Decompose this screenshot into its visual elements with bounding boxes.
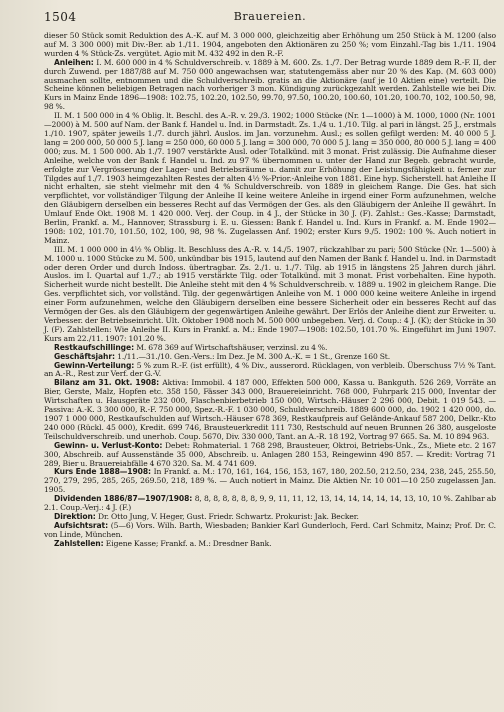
paragraph-text: Aktiva: Immobil. 4 187 000, Effekten 500 000, Kassa u. Bankguth. 526 269, Vorräte an Bier, Gerste, Malz, Hopfen etc. 358 150, Fässer 343 000, Brauereieinricht. 768 000, Fuhrpark 215 000, Inventar der Wirtschaften u. Hausgeräte 232 000, Flaschenbierbetrieb 150 000, Wirtsch.-Häuser 2 296 000, Debit. 1 019 543. — Passiva: A.-K. 3 300 000, R.-F. 750 000, Spez.-R.-F. 1 030 000, Schuldverschreib. 1889 600 000, do. 1902 1 420 000, do. 1907 1 000 000, Restkaufschulden auf Wirtsch.-Häuser 678 369, Restkaufpreis auf Gelände-Ankauf 587 200, Delkr.-Kto 240 000 (Rückl. 45 000), Kredit. 699 746, Brausteuerkredit 111 730, Restschuld auf neuen Brunnen 26 380, ausgeloste Teilschuldverschreib. und unerhob. Coup. 5670, Div. 330 000, Tant. an A.-R. 18 192, Vortrag 97 665. Sa. M. 10 894 963. xyxy=(44,378,496,441)
paragraph-label: Restkaufschillinge: xyxy=(54,342,134,352)
paragraph-text: III. M. 1 000 000 in 4½ % Oblig. lt. Beschluss des A.-R. v. 14./5. 1907, rückzahlbar zu pari; 500 Stücke (Nr. 1—500) à M. 1000 u. 1000 Stücke zu M. 500, unkündbar bis 1915, lautend auf den Namen der Bank f. Handel u. Ind. in Darmstadt oder deren Order und durch Indoss. übertragbar. Zs. 2./1. u. 1./7. Tilg. ab 1915 in längstens 25 Jahren durch jährl. Auslos. im I. Quartal auf 1./7.; ab 1915 verstärkte Tilg. oder Totalkünd. mit 3 monat. Frist vorbehalten. Eine hypoth. Sicherheit wurde nicht bestellt. Die Anleihe steht mit den 4 % Schuldverschreib. v. 1889 u. 1902 in gleichem Range. Die Ges. verpflichtet sich, vor vollständ. Tilg. der gegenwärtigen Anleihe von M. 1 000 000 keine weitere Anleihe in irgend einer Form aufzunehmen, welche den Gläubigern derselben eine bessere Sicherheit oder ein besseres Recht auf das Vermögen der Ges. als den Gläubigern der gegenwärtigen Anleihe gewährt. Der Erlös der Anleihe dient zur Erweiter. u. Verbesser. der Betriebseinricht. Ult. Oktober 1908 noch M. 500 000 unbegeben. Verj. d. Coup.: 4 J. (K); der Stücke in 30 J. (F). Zahlstellen: Wie Anleihe II. Kurs in Frankf. a. M.: Ende 1907—1908: 102.50, 101.70 %. Eingeführt im Juni 1907. Kurs am 22./11. 1907: 101.20 %. xyxy=(44,244,496,343)
paragraph-gewinn-verlust xyxy=(44,442,496,469)
paragraph-label: Direktion: xyxy=(54,511,96,521)
paragraph-text: II. M. 1 500 000 in 4 % Oblig. lt. Beschl. des A.-R. v. 29./3. 1902; 1000 Stücke (Nr. 1—1000) à M. 1000, 1000 (Nr. 1001—2000) à M. 500 auf Nam. der Bank f. Handel u. Ind. in Darmstadt. Zs. 1./4 u. 1./10. Tilg. al pari in längst. 25 J., erstmals 1./10. 1907, später jeweils 1./7. durch jährl. Auslos. im Jan. vorzunehm. Ausl.; es sollen gefilgt werden: M. 40 000 5 J. lang = 200 000, 50 000 5 J. lang = 250 000, 60 000 5 J. lang = 300 000, 70 000 5 J. lang = 350 000, 80 000 5 J. lang = 400 000; zus. M. 1 500 000. Ab 1./7. 1907 verstärkte Ausl. oder Totalkünd. mit 3 monat. Frist zulässig. Die Aufnahme dieser Anleihe, welche von der Bank f. Handel u. Ind. zu 97 % übernommen u. unter der Hand zur Begeb. gebracht wurde, erfolgte zur Vergrösserung der Lager- und Betriebsräume u. damit zur Erhöhung der Leistungsfähigkeit u. ferner zur Tilgdes auf 1./7. 1903 heimgezahlten Restes der alten 4½ %-Prior.-Anleihe von 1881. Eine hyp. Sicherstell. hat Anleihe II nicht erhalten, sie steht vielmehr mit den 4 % Schuldverschreib. von 1889 in gleichem Range. Die Ges. hat sich verpflichtet, vor vollständiger Tilgung der Anleihe II keine weitere Anleihe in irgend einer Form aufzunehmen, welche den Gläubigern derselben ein besseres Recht auf das Vermögen der Ges. als den Gläubigern der Anleihe II gewährt. In Umlauf Ende Okt. 1908 M. 1 420 000. Verj. der Coup. in 4 J., der Stücke in 30 J. (F). Zahlst.: Ges.-Kasse; Darmstadt, Berlin, Frankf. a. M., Hannover, Strassburg i. E. u. Giessen: Bank f. Handel u. Ind. Kurs in Frankf. a. M. Ende 1902—1908: 102, 101.70, 101.50, 102, 100, 98, 98 %. Zugelassen Anf. 1902; erster Kurs 9./5. 1902: 100 %. Auch notiert in Mainz. xyxy=(44,111,496,245)
paragraph-anleihe-ii xyxy=(44,112,496,246)
paragraph-label: Gewinn- u. Verlust-Konto: xyxy=(54,440,163,450)
paragraph-capital-reduction xyxy=(44,32,496,59)
paragraph-label: Zahlstellen: xyxy=(54,538,104,548)
body-text xyxy=(44,32,496,549)
paragraph-anleihen xyxy=(44,59,496,112)
paragraph-text: Dr. Otto Jung, V. Heger, Gust. Friedr. Schwartz. Prokurist: Jak. Becker. xyxy=(98,511,359,521)
page-header xyxy=(44,10,496,30)
paragraph-text: 8, 8, 8, 8, 8, 8, 8, 9, 9, 11, 11, 12, 13, 14, 14, 14, 14, 14, 13, 10, 10 %. Zahlbar ab 2.1. Coup.-Verj.: 4 J. (F.) xyxy=(44,494,496,513)
paragraph-label: Kurs Ende 1888—1908: xyxy=(54,467,151,477)
paragraph-text: (5—6) Vors. Wilh. Barth, Wiesbaden; Bankier Karl Gunderloch, Ferd. Carl Schmitz, Mainz; Prof. Dr. C. von Linde, München. xyxy=(44,520,496,539)
paragraph-label: Anleihen: xyxy=(54,57,94,67)
paragraph-text: dieser 50 Stück somit Reduktion des A.-K. auf M. 3 000 000, gleichzeitig aber Erhöhung um 250 Stück à M. 1200 (also auf M. 3 300 000) mit Div.-Ber. ab 1./11. 1904, angeboten den Aktionären zu 250 %; vom Einzahl.-Tag bis 1./11. 1904 wurden 4 % Stück-Zs. vergütet. Agio mit M. 432 492 in den R.-F. xyxy=(44,31,496,58)
paragraph-dividenden xyxy=(44,495,496,513)
paragraph-label: Gewinn-Verteilung: xyxy=(54,360,135,370)
paragraph-gewinn-verteilung xyxy=(44,362,496,380)
paragraph-text: I. M. 600 000 in 4 % Schuldverschreib. v. 1889 à M. 600. Zs. 1./7. Der Betrag wurde 1889 dem R.-F. II, der durch Zuwend. per 1887/88 auf M. 750 000 angewachsen war, statutengemäss aber nur 20 % des Kap. (M. 603 000) ausmachen sollte, entnommen und die Schuldverschreib. gratis an die Aktionäre (auf je 10 Aktien eine) verteilt. Die Scheine können beliebigen Betragen nach vorheriger 3 mon. Kündigung zurückgezahlt werden. Zahlstelle wie bei Div. Kurs in Mainz Ende 1896—1908: 102.75, 102.20, 102.50, 99.70, 97.50, 100.20, 100.60, 101.20, 100.70, 102, 100.50, 98, 98 %. xyxy=(44,57,496,112)
paragraph-text: Debet: Rohmaterial. 1 768 298, Brausteuer, Oktroi, Betriebs-Unk., Zs., Miete etc. 2 167 300, Abschreib. auf Aussenstände 35 000, Abschreib. u. Anlagen 280 153, Reingewinn 490 857. — Kredit: Vortrag 71 289, Bier u. Brauereiabfälle 4 670 320. Sa. M. 4 741 609. xyxy=(44,440,496,468)
paragraph-text: M. 678 369 auf Wirtschaftshäuser, verzinsl. zu 4 %. xyxy=(136,342,328,352)
paragraph-text: Eigene Kasse; Frankf. a. M.: Dresdner Bank. xyxy=(105,538,272,548)
paragraph-kurs xyxy=(44,468,496,495)
paragraph-label: Dividenden 1886/87—1907/1908: xyxy=(54,494,193,504)
paragraph-label: Geschäftsjahr: xyxy=(54,351,115,361)
paragraph-bilanz xyxy=(44,379,496,441)
paragraph-text: In Frankf. a. M.: 170, 161, 164, 156, 153, 167, 180, 202.50, 212.50, 234, 238, 245, 255.50, 270, 279, 295, 285, 265, 269.50, 218, 189 %. — Auch notiert in Mainz. Die Aktien Nr. 10 001—10 250 zugelassen Jan. 1905. xyxy=(44,467,496,495)
page-number: 1504 xyxy=(44,10,77,24)
paragraph-label: Aufsichtsrat: xyxy=(54,520,109,530)
paragraph-anleihe-iii xyxy=(44,246,496,344)
paragraph-zahlstellen xyxy=(44,540,496,549)
paragraph-text: 1./11.—31./10. Gen.-Vers.: Im Dez. Je M. 300 A.-K. = 1 St., Grenze 160 St. xyxy=(117,351,391,361)
running-head: Brauereien. xyxy=(233,10,307,23)
paragraph-aufsichtsrat xyxy=(44,522,496,540)
paragraph-label: Bilanz am 31. Okt. 1908: xyxy=(54,378,160,388)
paragraph-text: 5 % zum R.-F. (ist erfüllt), 4 % Div., ausserord. Rücklagen, von verbleib. Überschuss 7½ % Tant. an A.-R., Rest zur Verf. der G.-V. xyxy=(44,360,496,379)
